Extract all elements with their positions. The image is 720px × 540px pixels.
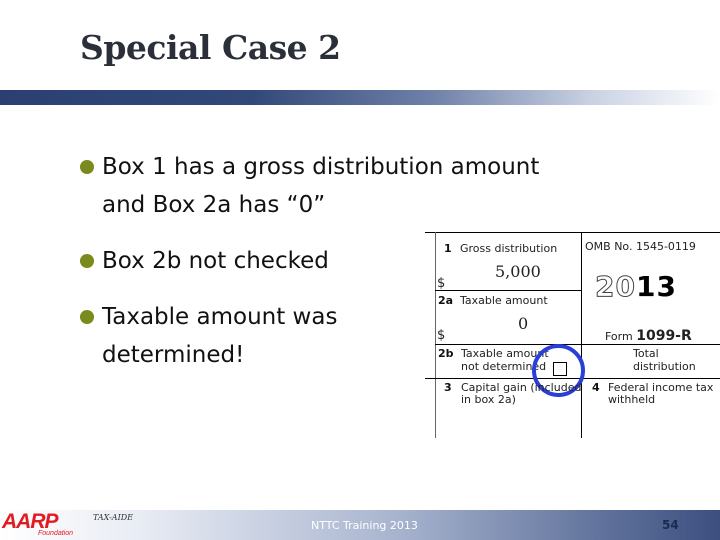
omb-number: OMB No. 1545-0119 bbox=[585, 240, 696, 253]
box4-label-cont: withheld bbox=[608, 393, 656, 406]
box1-label: Gross distribution bbox=[460, 242, 558, 255]
aarp-foundation-logo bbox=[2, 510, 94, 540]
bullet-text-cont: determined! bbox=[102, 342, 245, 368]
box4-number: 4 bbox=[592, 381, 600, 394]
bullet-item-1 bbox=[80, 148, 620, 224]
page-number: 54 bbox=[662, 518, 679, 532]
form-1099r-excerpt bbox=[425, 232, 720, 438]
form-rule bbox=[435, 232, 436, 438]
form-rule bbox=[425, 232, 720, 233]
box2a-value: 0 bbox=[518, 314, 529, 333]
program-name: TAX-AIDE bbox=[93, 513, 133, 522]
logo-subtext: Foundation bbox=[38, 530, 74, 537]
form-name: Form 1099-R bbox=[605, 328, 692, 344]
box1-value: 5,000 bbox=[495, 262, 541, 281]
slide-title: Special Case 2 bbox=[80, 28, 341, 67]
box2b-checkbox[interactable] bbox=[553, 362, 567, 376]
bullet-text: Box 1 has a gross distribution amount bbox=[102, 154, 540, 180]
box3-label: Capital gain (included bbox=[461, 381, 582, 394]
box2a-dollar: $ bbox=[437, 328, 446, 343]
box2a-number: 2a bbox=[438, 294, 454, 307]
box2b-label: Taxable amount bbox=[461, 347, 549, 360]
bullet-text: Box 2b not checked bbox=[102, 248, 329, 274]
total-distribution-label: Total bbox=[633, 347, 659, 360]
bullet-dot-icon bbox=[80, 160, 94, 174]
box1-number: 1 bbox=[444, 242, 452, 255]
box2b-number: 2b bbox=[438, 347, 454, 360]
bullet-text-cont: and Box 2a has “0” bbox=[102, 192, 326, 218]
footer-text: NTTC Training 2013 bbox=[311, 519, 418, 532]
tax-year: 2013 bbox=[595, 270, 677, 303]
logo-text: AARP bbox=[2, 510, 58, 533]
bullet-text: Taxable amount was bbox=[102, 304, 338, 330]
form-rule bbox=[435, 344, 720, 345]
form-rule bbox=[435, 290, 581, 291]
box2a-label: Taxable amount bbox=[460, 294, 548, 307]
title-underline-bar bbox=[0, 90, 720, 105]
bullet-dot-icon bbox=[80, 254, 94, 268]
total-distribution-label-cont: distribution bbox=[633, 360, 696, 373]
box1-dollar: $ bbox=[437, 276, 446, 291]
box4-label: Federal income tax bbox=[608, 381, 714, 394]
box3-label-cont: in box 2a) bbox=[461, 393, 516, 406]
box2b-label-cont: not determined bbox=[461, 360, 547, 373]
bullet-dot-icon bbox=[80, 310, 94, 324]
form-rule bbox=[581, 232, 582, 438]
box3-number: 3 bbox=[444, 381, 452, 394]
